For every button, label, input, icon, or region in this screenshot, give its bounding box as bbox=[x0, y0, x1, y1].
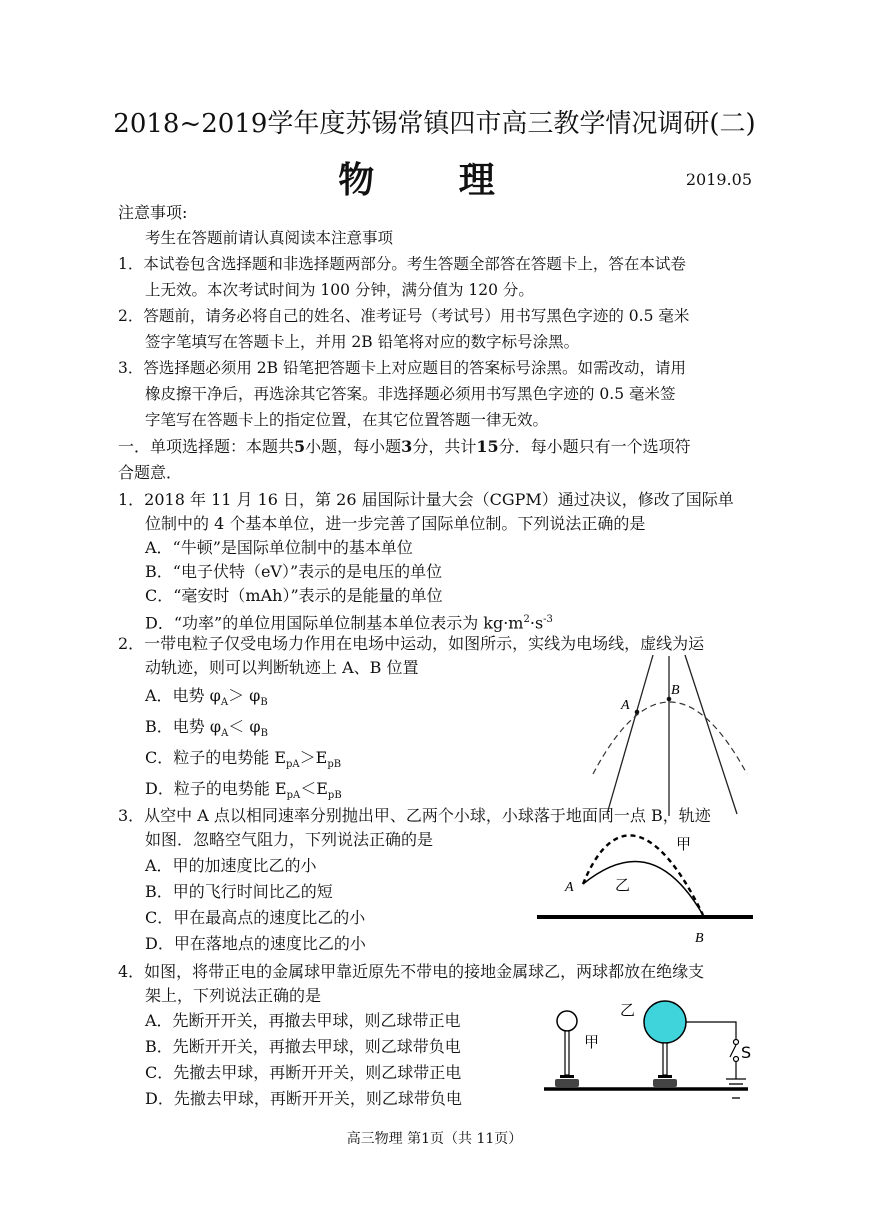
q4-stand-yi-base bbox=[653, 1079, 677, 1087]
q2-trajectory bbox=[593, 702, 747, 774]
q3-stem-line-2: 如图．忽略空气阻力，下列说法正确的是 bbox=[145, 830, 434, 849]
q4-label-yi: 乙 bbox=[620, 1001, 636, 1019]
q1-option-a: A．“牛顿”是国际单位制中的基本单位 bbox=[145, 538, 413, 557]
q4-stem-line-1: 4．如图，将带正电的金属球甲靠近原先不带电的接地金属球乙，两球都放在绝缘支 bbox=[118, 962, 705, 981]
section-lead: 一．单项选择题：本题共 bbox=[118, 437, 295, 456]
q4-switch-contact-top bbox=[734, 1040, 739, 1045]
q1-option-d-sup2: -3 bbox=[543, 614, 553, 625]
notice-item-3-line-3: 字笔写在答题卡上的指定位置，在其它位置答题一律无效。 bbox=[145, 411, 549, 429]
section-mid1: 小题，每小题 bbox=[305, 437, 402, 456]
q2-option-c bbox=[145, 745, 341, 778]
q2-option-d-pre: D．粒子的电势能 E bbox=[145, 779, 287, 798]
q4-option-b: B．先断开开关，再撤去甲球，则乙球带负电 bbox=[145, 1037, 461, 1056]
q2-option-d-sub2: pB bbox=[327, 790, 342, 802]
q4-label-s: S bbox=[741, 1043, 752, 1062]
q1-option-d-mid: ·s bbox=[529, 613, 544, 633]
q2-stem-line-2: 动轨迹，则可以判断轨迹上 A、B 位置 bbox=[145, 658, 419, 677]
q4-stand-yi bbox=[663, 1043, 667, 1075]
q4-option-c: C．先撤去甲球，再断开开关，则乙球带正电 bbox=[145, 1063, 462, 1082]
section-heading-line-2: 合题意． bbox=[118, 463, 183, 482]
notice-item-1-line-1: 1．本试卷包含选择题和非选择题两部分。考生答题全部答在答题卡上，答在本试卷 bbox=[118, 255, 686, 273]
q3-label-a: A bbox=[565, 880, 574, 895]
q3-option-c: C．甲在最高点的速度比乙的小 bbox=[145, 908, 366, 927]
q4-option-d: D．先撤去甲球，再断开开关，则乙球带负电 bbox=[145, 1089, 462, 1108]
q3-label-yi: 乙 bbox=[615, 876, 631, 894]
q2-label-b: B bbox=[671, 683, 680, 698]
q1-option-d-sup1: 2 bbox=[523, 614, 530, 625]
q2-option-a-pre: A．电势 φ bbox=[145, 686, 221, 705]
q3-label-jia: 甲 bbox=[676, 835, 692, 853]
notice-heading: 注意事项: bbox=[118, 203, 188, 222]
q2-option-d-sub1: pA bbox=[286, 790, 301, 802]
section-item-count: 5 bbox=[294, 437, 306, 456]
q2-option-a-sub1: A bbox=[220, 697, 229, 709]
section-total-score: 15 bbox=[476, 437, 499, 456]
q3-path-yi bbox=[583, 861, 703, 915]
notice-item-2-line-2: 签字笔填写在答题卡上，并用 2B 铅笔将对应的数字标号涂黑。 bbox=[145, 333, 580, 351]
q2-label-a: A bbox=[621, 698, 630, 713]
section-heading bbox=[118, 434, 691, 460]
q4-ball-jia bbox=[557, 1011, 577, 1031]
q2-option-c-pre: C．粒子的电势能 E bbox=[145, 748, 287, 767]
q2-option-b bbox=[145, 714, 268, 747]
q2-field-line-right bbox=[685, 655, 737, 814]
q4-stand-yi-plate bbox=[658, 1075, 672, 1078]
q2-option-c-op: ＞E bbox=[299, 748, 328, 767]
q4-stem-line-2: 架上，下列说法正确的是 bbox=[145, 986, 322, 1005]
q4-option-a: A．先断开开关，再撤去甲球，则乙球带正电 bbox=[145, 1011, 461, 1030]
q2-option-c-sub1: pA bbox=[286, 759, 300, 771]
q4-ball-yi bbox=[644, 1001, 686, 1043]
q4-stand-jia-plate bbox=[560, 1075, 574, 1078]
notice-item-1-line-2: 上无效。本次考试时间为 100 分钟，满分值为 120 分。 bbox=[145, 281, 534, 299]
section-mid2: 分，共计 bbox=[412, 437, 477, 456]
q1-option-b: B．“电子伏特（eV）”表示的是电压的单位 bbox=[145, 562, 443, 581]
q1-option-d-text: D．“功率”的单位用国际单位制基本单位表示为 kg·m bbox=[145, 613, 524, 633]
q4-label-jia: 甲 bbox=[584, 1033, 600, 1051]
q4-switch-contact-bottom bbox=[734, 1057, 739, 1062]
q3-stem-line-1: 3．从空中 A 点以相同速率分别抛出甲、乙两个小球，小球落于地面同一点 B，轨迹 bbox=[118, 806, 711, 825]
q2-option-c-sub2: pB bbox=[327, 759, 342, 771]
q2-option-b-op: ＜ φ bbox=[228, 717, 261, 736]
q2-point-a bbox=[635, 710, 640, 715]
notice-item-3-line-1: 3．答选择题必须用 2B 铅笔把答题卡上对应题目的答案标号涂黑。如需改动，请用 bbox=[118, 359, 686, 377]
q1-stem-line-1: 1．2018 年 11 月 16 日，第 26 届国际计量大会（CGPM）通过决议，修改了国际单 bbox=[118, 490, 734, 509]
exam-date: 2019.05 bbox=[685, 170, 752, 189]
notice-item-3-line-2: 橡皮擦干净后，再选涂其它答案。非选择题必须用书写黑色字迹的 0.5 毫米签 bbox=[145, 385, 676, 403]
q3-option-a: A．甲的加速度比乙的小 bbox=[145, 856, 317, 875]
q2-option-a-sub2: B bbox=[260, 697, 268, 709]
q4-apparatus-figure bbox=[540, 995, 755, 1113]
notice-intro: 考生在答题前请认真阅读本注意事项 bbox=[145, 229, 394, 247]
q3-option-d: D．甲在落地点的速度比乙的小 bbox=[145, 934, 366, 953]
page-footer: 高三物理 第1页（共 11页） bbox=[346, 1131, 523, 1147]
q4-stand-jia bbox=[565, 1031, 569, 1075]
q2-option-a bbox=[145, 683, 268, 716]
q2-stem-line-1: 2．一带电粒子仅受电场力作用在电场中运动，如图所示，实线为电场线，虚线为运 bbox=[118, 634, 705, 653]
q4-wire bbox=[686, 1022, 736, 1039]
q2-option-b-sub1: A bbox=[221, 728, 229, 740]
subject-title: 物 理 bbox=[338, 159, 531, 201]
q2-option-b-pre: B．电势 φ bbox=[145, 717, 222, 736]
notice-item-2-line-1: 2．答题前，请务必将自己的姓名、准考证号（考试号）用书写黑色字迹的 0.5 毫米 bbox=[118, 307, 690, 325]
q2-option-a-op: ＞ φ bbox=[228, 686, 261, 705]
q4-switch-blade bbox=[730, 1045, 736, 1057]
q1-stem-line-2: 位制中的 4 个基本单位，进一步完善了国际单位制。下列说法正确的是 bbox=[145, 514, 646, 533]
section-tail: 分．每小题只有一个选项符 bbox=[498, 437, 691, 456]
q2-option-b-sub2: B bbox=[260, 728, 268, 740]
q3-trajectory-figure bbox=[535, 828, 757, 950]
q3-label-b: B bbox=[695, 931, 704, 946]
q3-option-b: B．甲的飞行时间比乙的短 bbox=[145, 882, 333, 901]
section-item-score: 3 bbox=[401, 437, 413, 456]
q2-field-line-left bbox=[607, 655, 653, 814]
q4-stand-jia-base bbox=[555, 1079, 579, 1087]
q1-option-c: C．“毫安时（mAh）”表示的是能量的单位 bbox=[145, 586, 443, 605]
exam-title: 2018~2019学年度苏锡常镇四市高三教学情况调研(二) bbox=[113, 109, 756, 139]
q2-option-d-op: ＜E bbox=[300, 779, 328, 798]
q2-field-figure bbox=[585, 652, 755, 822]
